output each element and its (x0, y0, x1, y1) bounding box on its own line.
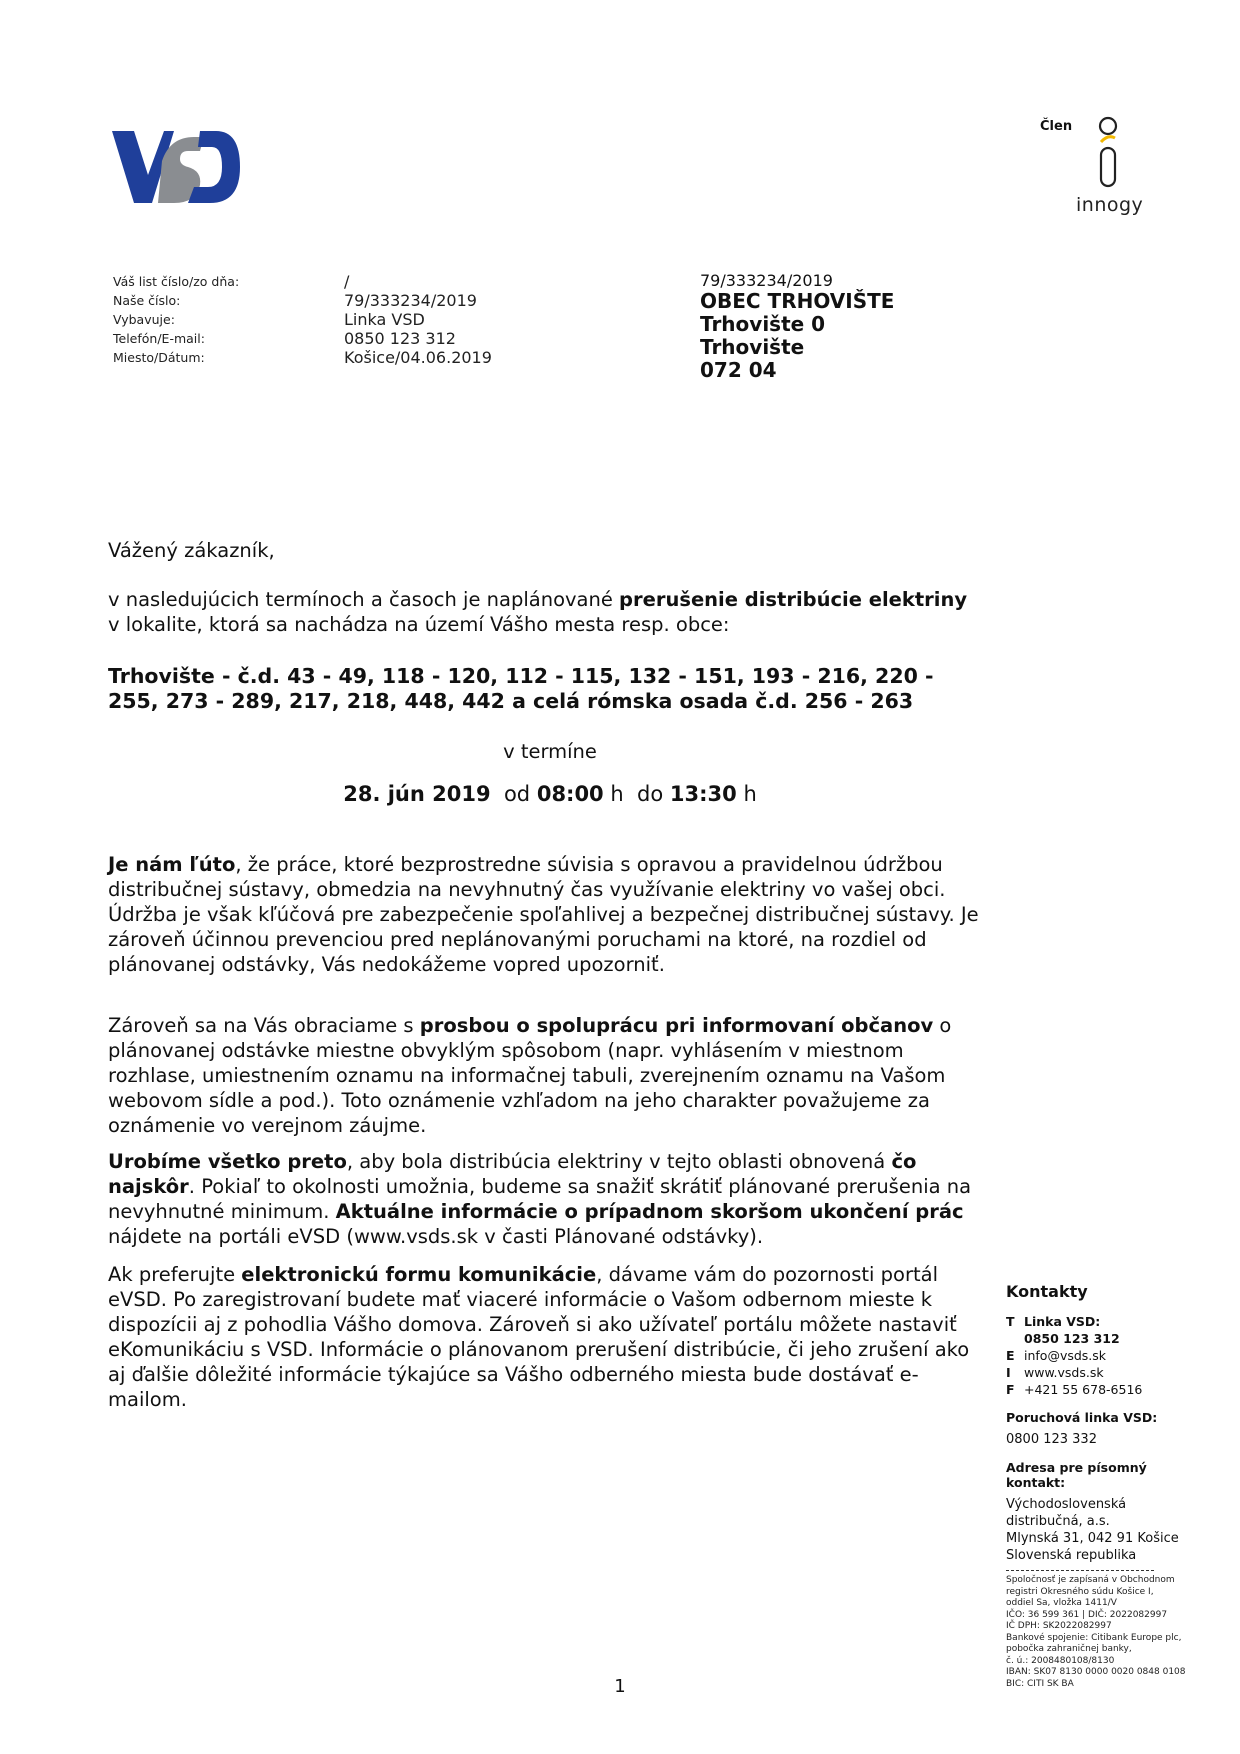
contact-phone-number: 0850 123 312 (1024, 1331, 1120, 1346)
intro-text: v lokalite, ktorá sa nachádza na území Vášho mesta resp. obce: (108, 613, 730, 636)
bold-text: Aktuálne informácie o prípadnom skoršom ukončení prác (335, 1200, 964, 1223)
bold-text: čo najskôr (108, 1150, 917, 1198)
paragraph-text: o plánovanej odstávke miestne obvyklým spôsobom (napr. vyhlásením v miestnom rozhlase, umiestnením oznamu na informačnej tabuli, zverejnením oznamu na Vašom webovom sídle a pod.). Toto oznámenie vzhľadom na jeho charakter považujeme za oznámenie vo verejnom záujme. (108, 1014, 952, 1137)
paragraph-text: nájdete na portáli eVSD (www.vsds.sk v časti Plánované odstávky). (108, 1225, 764, 1248)
paragraph-text: Ak preferujte (108, 1263, 242, 1286)
contact-row-email: E info@vsds.sk (1006, 1348, 1107, 1363)
contact-row-phone: T Linka VSD: (1006, 1314, 1101, 1329)
legal-info: Spoločnosť je zapísaná v Obchodnom registri Okresného súdu Košice I, oddiel Sa, vložka 1411/V IČO: 36 599 361 | DIČ: 2022082997 IČ DPH: SK2022082997 Bankové spojenie: Citibank Europe plc, pobočka zahraničnej banky, č. ú.: 2008480108/8130 IBAN: SK07 8130 0000 0020 0848 0108 BIC: CITI SK BA (1006, 1575, 1186, 1689)
meta-value: / (344, 272, 350, 291)
term-unit: h (743, 782, 757, 806)
meta-value: 79/333234/2019 (344, 291, 477, 310)
bold-text: prosbou o spoluprácu pri informovaní občanov (419, 1014, 934, 1037)
paragraph-cooperation (108, 1013, 988, 1138)
meta-values (344, 272, 492, 367)
intro-text: v nasledujúcich termínoch a časoch je naplánované (108, 588, 620, 611)
recipient-line: 072 04 (700, 358, 777, 382)
recipient-address (700, 272, 894, 382)
outage-term (0, 782, 1100, 806)
locality-list: Trhovište - č.d. 43 - 49, 118 - 120, 112 - 115, 132 - 151, 193 - 216, 220 - 255, 273 - 289, 217, 218, 448, 442 a celá rómska osada č.d. 256 - 263 (108, 664, 934, 713)
meta-label: Váš list číslo/zo dňa: (113, 274, 240, 289)
contact-row-fax: F +421 55 678-6516 (1006, 1382, 1143, 1397)
bold-text: Urobíme všetko preto (108, 1150, 347, 1173)
meta-value: Košice/04.06.2019 (344, 348, 492, 367)
meta-label: Telefón/E-mail: (113, 331, 205, 346)
term-to-label: do (637, 782, 664, 806)
paragraph-evsd (108, 1262, 988, 1412)
contacts-heading: Kontakty (1006, 1282, 1088, 1301)
recipient-ref: 79/333234/2019 (700, 271, 833, 290)
contacts-sidebar (1006, 1282, 1206, 1690)
term-unit: h (610, 782, 624, 806)
meta-labels (113, 272, 239, 367)
recipient-line: OBEC TRHOVIŠTE (700, 289, 895, 313)
fault-line-label: Poruchová linka VSD: (1006, 1410, 1158, 1425)
meta-label: Miesto/Dátum: (113, 350, 205, 365)
vsd-logo (112, 131, 240, 203)
address-label: Adresa pre písomný kontakt: (1006, 1460, 1147, 1490)
paragraph-text: , že práce, ktoré bezprostredne súvisia s opravou a pravidelnou údržbou distribučnej sústavy, obmedzia na nevyhnutný čas využívanie elektriny vo vašej obci. Údržba je však kľúčová pre zabezpečenie spoľahlivej a bezpečnej distribučnej sústavy. Je zároveň účinnou prevenciou pred neplánovanými poruchami na ktoré, na rozdiel od plánovanej odstávky, Vás nedokážeme vopred upozorniť. (108, 853, 979, 976)
innogy-member-logo (1040, 112, 1160, 222)
paragraph-text: , aby bola distribúcia elektriny v tejto oblasti obnovená (346, 1150, 892, 1173)
innogy-text: innogy (1076, 194, 1144, 216)
meta-label: Naše číslo: (113, 293, 181, 308)
term-label: v termíne (503, 740, 597, 763)
paragraph-text: . Pokiaľ to okolnosti umožnia, budeme sa snažiť skrátiť plánované prerušenia na nevyhnutné minimum. (108, 1175, 972, 1223)
contact-row-web: I www.vsds.sk (1006, 1365, 1104, 1380)
bold-text: Je nám ľúto (108, 853, 236, 876)
term-date: 28. jún 2019 (343, 782, 491, 806)
contact-fax: +421 55 678-6516 (1024, 1382, 1143, 1397)
term-from-label: od (503, 782, 531, 806)
contact-row-phone-number (1006, 1330, 1206, 1347)
member-label: Člen (1040, 119, 1073, 134)
contact-email[interactable]: info@vsds.sk (1024, 1348, 1107, 1363)
contact-website[interactable]: www.vsds.sk (1024, 1365, 1104, 1380)
recipient-line: Trhovište (700, 335, 805, 359)
paragraph-text: Zároveň sa na Vás obraciame s (108, 1014, 420, 1037)
divider (1006, 1570, 1154, 1571)
address-block: Východoslovenská distribučná, a.s. Mlynská 31, 042 91 Košice Slovenská republika (1006, 1497, 1179, 1563)
intro-bold: prerušenie distribúcie elektriny (619, 588, 968, 611)
paragraph-text: , dávame vám do pozornosti portál eVSD. Po zaregistrovaní budete mať viaceré informácie o Vašom odbernom mieste k dispozícii aj z pohodlia Vášho domova. Zároveň si ako užívateľ portálu môžete nastaviť eKomunikáciu s VSD. Informácie o plánovanom prerušení distribúcie, či jeho zrušení ako aj ďalšie dôležité informácie týkajúce sa Vášho odberného miesta bude dostávať e-mailom. (108, 1263, 970, 1411)
term-to: 13:30 (669, 782, 737, 806)
meta-value: 0850 123 312 (344, 329, 456, 348)
page-number: 1 (614, 1676, 626, 1697)
meta-label: Vybavuje: (113, 312, 175, 327)
paragraph-apology (108, 852, 988, 977)
intro-paragraph (108, 587, 988, 637)
salutation: Vážený zákazník, (108, 539, 275, 562)
paragraph-restoration (108, 1149, 988, 1249)
innogy-i-icon (1097, 114, 1119, 188)
contact-phone-label: Linka VSD: (1024, 1314, 1101, 1329)
term-from: 08:00 (536, 782, 604, 806)
bold-text: elektronickú formu komunikácie (241, 1263, 597, 1286)
recipient-line: Trhovište 0 (700, 312, 826, 336)
meta-value: Linka VSD (344, 310, 425, 329)
fault-line-number: 0800 123 332 (1006, 1432, 1097, 1447)
